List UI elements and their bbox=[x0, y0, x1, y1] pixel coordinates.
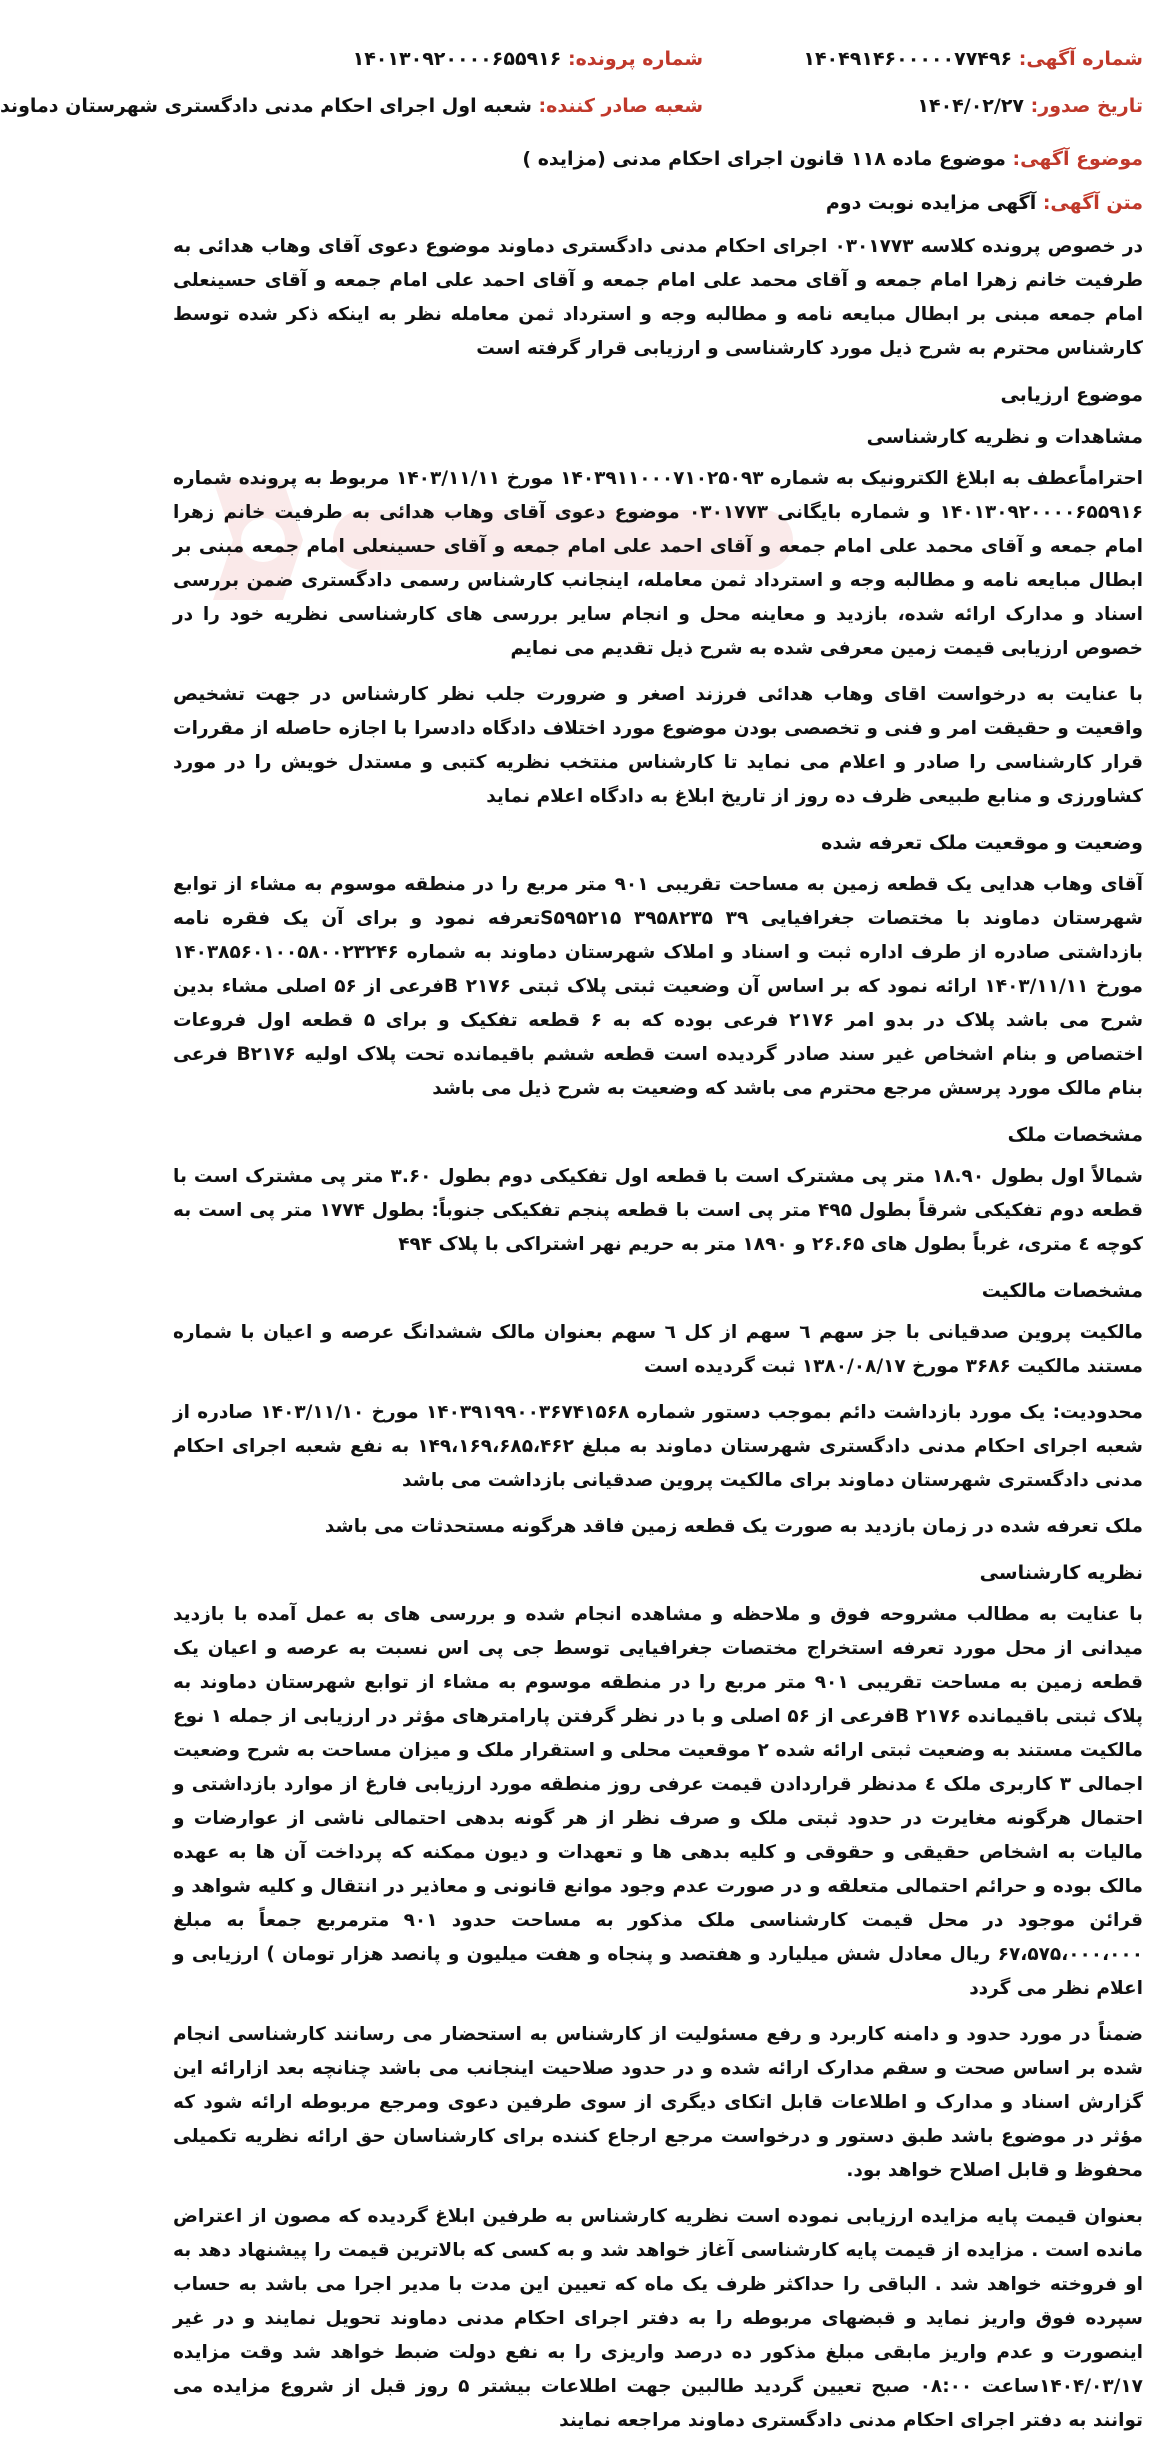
text-label: متن آگهی: bbox=[1042, 192, 1143, 214]
issue-date-label: تاریخ صدور: bbox=[1030, 95, 1143, 117]
issuer-label: شعبه صادر کننده: bbox=[538, 95, 703, 117]
case-number-label: شماره پرونده: bbox=[567, 48, 703, 70]
ad-content bbox=[173, 148, 1143, 2450]
heading-property-status: وضعیت و موقعیت ملک تعرفه شده bbox=[821, 832, 1143, 854]
case-number-value: ۱۴۰۱۳۰۹۲۰۰۰۰۶۵۵۹۱۶ bbox=[352, 48, 562, 70]
paragraph-disclaimer: ضمناً در مورد حدود و دامنه کاربرد و رفع مسئولیت از کارشناس به استحضار می رسانند کارشناسی انجام شده بر اساس صحت و سقم مدارک ارائه شده و در حدود صلاحیت اینجانب می باشد چنانچه بعد ازارائه این گزارش اسناد و مدارک و اطلاعات قابل اتکای دیگری از سوی طرفین دعوی ومرجع مربوطه ارائه شود که مؤثر در موضوع باشد طبق دستور و درخواست مرجع ارجاع کننده برای کارشناسان حق ارائه نظریه تکمیلی محفوظ و قابل اصلاح خواهد بود. bbox=[173, 2024, 1143, 2181]
text-title-line bbox=[173, 192, 1143, 214]
header-meta bbox=[0, 30, 1143, 140]
issue-date bbox=[917, 95, 1143, 117]
ad-number-label: شماره آگهی: bbox=[1018, 48, 1143, 70]
paragraph-property-status: آقای وهاب هدایی یک قطعه زمین به مساحت تقریبی ۹۰۱ متر مربع را در منطقه موسوم به مشاء از توابع شهرستان دماوند با مختصات جغرافیایی ۳۹ S۵۹۵۲۱۵ ۳۹۵۸۲۳۵تعرفه نمود و برای آن یک فقره نامه بازداشتی صادره از طرف اداره ثبت و اسناد و املاک شهرستان دماوند به شماره ۱۴۰۳۸۵۶۰۱۰۰۵۸۰۰۲۳۲۴۶ مورخ ۱۴۰۳/۱۱/۱۱ ارائه نمود که بر اساس آن وضعیت ثبتی پلاک ثبتی ۲۱۷۶ Bفرعی از ۵۶ اصلی مشاء بدین شرح می باشد پلاک در بدو امر ۲۱۷۶ فرعی بوده که به ۶ قطعه تفکیک و برای ۵ قطعه اول فروعات اختصاص و بنام اشخاص غیر سند صادر گردیده است قطعه ششم باقیمانده تحت پلاک اولیه B۲۱۷۶ فرعی بنام مالک مورد پرسش مرجع محترم می باشد که وضعیت به شرح ذیل می باشد bbox=[173, 874, 1144, 1099]
issue-date-value: ۱۴۰۴/۰۲/۲۷ bbox=[917, 95, 1025, 117]
case-number bbox=[353, 48, 703, 70]
paragraph-intro: در خصوص پرونده کلاسه ۰۳۰۱۷۷۳ اجرای احکام مدنی دادگستری دماوند موضوع دعوی آقای وهاب هدائی به طرفیت خانم زهرا امام جمعه و آقای محمد علی امام جمعه و آقای احمد علی امام جمعه و آقای حسینعلی امام جمعه مبنی بر ابطال مبایعه نامه و مطالبه وجه و استرداد ثمن معامله نظر به اینکه ذکر شده توسط کارشناس محترم به شرح ذیل مورد کارشناسی و ارزیابی قرار گرفته است bbox=[173, 236, 1143, 359]
paragraph-observations-1: احتراماًعطف به ابلاغ الکترونیک به شماره ۱۴۰۳۹۱۱۰۰۰۷۱۰۲۵۰۹۳ مورخ ۱۴۰۳/۱۱/۱۱ مربوط به پرونده شماره ۱۴۰۱۳۰۹۲۰۰۰۰۶۵۵۹۱۶ و شماره بایگانی ۰۳۰۱۷۷۳ موضوع دعوی آقای وهاب هدائی به طرفیت خانم زهرا امام جمعه و آقای محمد علی امام جمعه و آقای احمد علی امام جمعه و آقای حسینعلی امام جمعه مبنی بر ابطال مبایعه نامه و مطالبه وجه و استرداد ثمن معامله، اینجانب کارشناس رسمی دادگستری ضمن بررسی اسناد و مدارک ارائه شده، بازدید و معاینه محل و انجام سایر بررسی های کارشناسی نظریه خود را در خصوص ارزیابی قیمت زمین معرفی شده به شرح ذیل تقدیم می نمایم bbox=[173, 468, 1143, 659]
subject-label: موضوع آگهی: bbox=[1012, 148, 1143, 170]
issuer-value: شعبه اول اجرای احکام مدنی دادگستری شهرستان دماوند bbox=[0, 95, 532, 117]
paragraph-land-state: ملک تعرفه شده در زمان بازدید به صورت یک قطعه زمین فاقد هرگونه مستحدثات می باشد bbox=[324, 1516, 1143, 1537]
subject-line bbox=[173, 148, 1143, 170]
paragraph-property-specs: شمالاً اول بطول ۱۸.۹۰ متر پی مشترک است با قطعه اول تفکیکی دوم بطول ۳.۶۰ متر پی مشترک است با قطعه دوم تفکیکی شرقاً بطول ۴۹۵ متر پی است با قطعه پنجم تفکیکی جنوباً: بطول ۱۷۷۴ متر پی است به کوچه ٤ متری، غرباً بطول های ۲۶.۶۵ و ۱۸۹۰ متر به حریم نهر اشتراکی با پلاک ۴۹۴ bbox=[173, 1166, 1144, 1255]
heading-observations: مشاهدات و نظریه کارشناسی bbox=[866, 426, 1143, 448]
heading-expert-opinion: نظریه کارشناسی bbox=[979, 1562, 1143, 1584]
ad-number-value: ۱۴۰۴۹۱۴۶۰۰۰۰۰۷۷۴۹۶ bbox=[803, 48, 1013, 70]
paragraph-restrictions: محدودیت: یک مورد بازداشت دائم بموجب دستور شماره ۱۴۰۳۹۱۹۹۰۰۳۶۷۴۱۵۶۸ مورخ ۱۴۰۳/۱۱/۱۰ صادره از شعبه اجرای احکام مدنی دادگستری شهرستان دماوند به مبلغ ۱۴۹،۱۶۹،۶۸۵،۴۶۲ به نفع شعبه اجرای احکام مدنی دادگستری شهرستان دماوند برای مالکیت پروین صدقیانی بازداشت می باشد bbox=[173, 1402, 1144, 1491]
heading-evaluation-subject: موضوع ارزیابی bbox=[1000, 384, 1143, 406]
paragraph-expert-opinion: با عنایت به مطالب مشروحه فوق و ملاحظه و مشاهده انجام شده و بررسی های به عمل آمده با بازدید میدانی از محل مورد تعرفه استخراج مختصات جغرافیایی توسط جی پی اس نسبت به عرصه و اعیان یک قطعه زمین به مساحت تقریبی ۹۰۱ متر مربع را در منطقه موسوم به مشاء از توابع شهرستان دماوند به پلاک ثبتی باقیمانده ۲۱۷۶ Bفرعی از ۵۶ اصلی و با در نظر گرفتن پارامترهای مؤثر در ارزیابی از جمله ۱ نوع مالکیت مستند به وضعیت ثبتی ارائه شده ۲ موقعیت محلی و استقرار ملک و میزان مساحت به شرح وضعیت اجمالی ۳ کاربری ملک ٤ مدنظر قراردادن قیمت عرفی روز منطقه مورد ارزیابی فارغ از موارد بازداشتی و احتمال هرگونه مغایرت در حدود ثبتی ملک و صرف نظر از هر گونه بدهی احتمالی ناشی از عوارضات و مالیات به اشخاص حقیقی و حقوقی و کلیه بدهی ها و تعهدات و دیون ممکنه که پرداخت آن ها به عهده مالک بوده و حرائم احتمالی متعلقه و در صورت عدم وجود موانع قانونی و معاذیر در انتقال و کلیه شواهد و قرائن موجود در محل قیمت کارشناسی ملک مذکور به مساحت حدود ۹۰۱ مترمربع جمعاً به مبلغ ۶۷،۵۷۵،۰۰۰،۰۰۰ ریال معادل شش میلیارد و هفتصد و پنجاه و هفت میلیون و پانصد هزار تومان ) ارزیابی و اعلام نظر می گردد bbox=[173, 1604, 1144, 1999]
paragraph-observations-2: با عنایت به درخواست اقای وهاب هدائی فرزند اصغر و ضرورت جلب نظر کارشناس در جهت تشخیص واقعیت و حقیقت امر و فنی و تخصصی بودن موضوع مورد اختلاف دادگاه دادسرا با اجازه حاصله از مقررات قرار کارشناسی را صادر و اعلام می نماید تا کارشناس منتخب نظریه کتبی و مستدل خویش را در مورد کشاورزی و منابع طبیعی ظرف ده روز از تاریخ ابلاغ به دادگاه اعلام نماید bbox=[173, 684, 1143, 807]
text-title-value: آگهی مزایده نوبت دوم bbox=[825, 192, 1037, 214]
paragraph-auction-terms: بعنوان قیمت پایه مزایده ارزیابی نموده است نظریه کارشناس به طرفین ابلاغ گردیده که مصون از اعتراض مانده است . مزایده از قیمت پایه کارشناسی آغاز خواهد شد و به کسی که بالاترین قیمت را پیشنهاد دهد به او فروخته خواهد شد . الباقی را حداکثر ظرف یک ماه که تعیین این مدت با مدیر اجرا می باشد به حساب سپرده فوق واریز نماید و قبضهای مربوطه را به دفتر اجرای احکام مدنی دماوند تحویل نمایند و در غیر اینصورت و عدم واریز مابقی مبلغ مذکور ده درصد واریزی را به نفع دولت ضبط خواهد شد وقت مزایده ۱۴۰۴/۰۳/۱۷ساعت ۰۸:۰۰ صبح تعیین گردید طالبین جهت اطلاعات بیشتر ۵ روز قبل از شروع مزایده می توانند به دفتر اجرای احکام مدنی دادگستری دماوند مراجعه نمایند bbox=[173, 2206, 1143, 2431]
heading-property-specs: مشخصات ملک bbox=[1007, 1124, 1143, 1146]
issuer bbox=[0, 95, 703, 117]
ad-number bbox=[803, 48, 1143, 70]
paragraph-ownership: مالکیت پروین صدقیانی با جز سهم ٦ سهم از کل ٦ سهم بعنوان مالک ششدانگ عرصه و اعیان با شماره مستند مالکیت ۳۶۸۶ مورخ ۱۳۸۰/۰۸/۱۷ ثبت گردیده است bbox=[173, 1322, 1143, 1377]
heading-ownership: مشخصات مالکیت bbox=[981, 1280, 1143, 1302]
subject-value: موضوع ماده ۱۱۸ قانون اجرای احکام مدنی (مزایده ) bbox=[522, 148, 1006, 170]
